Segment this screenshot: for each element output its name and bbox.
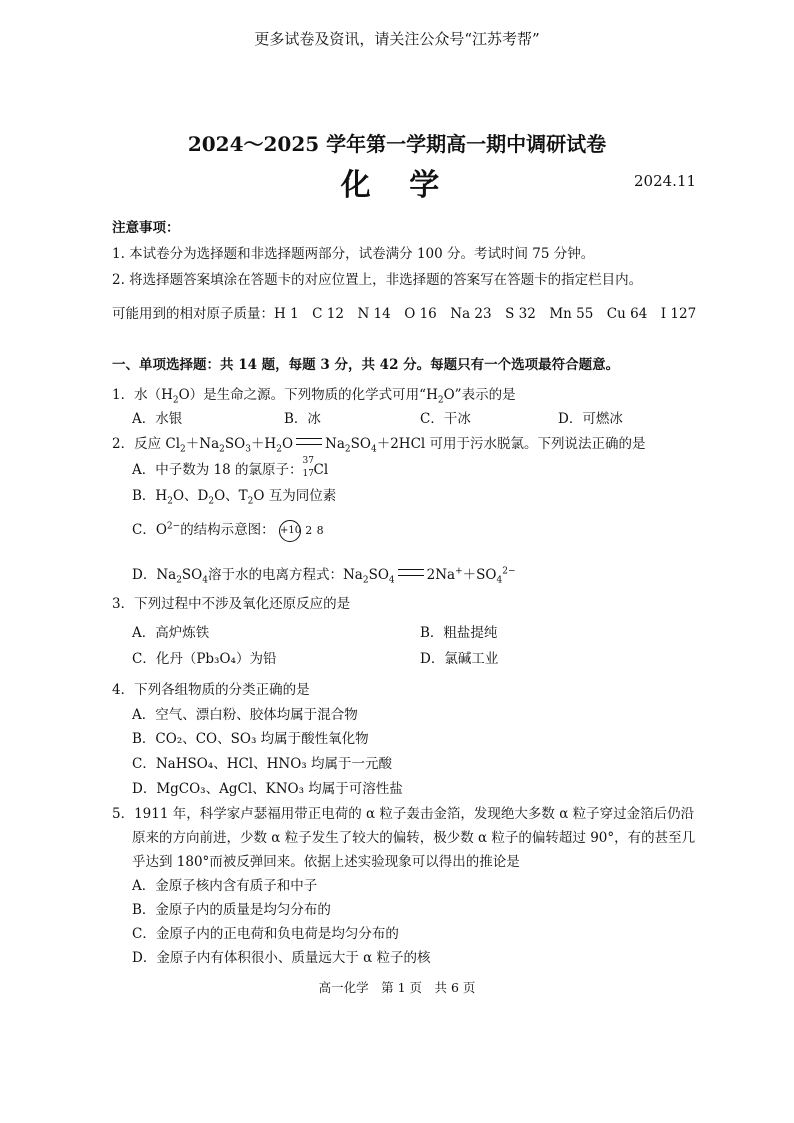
q5-option-c: C．金原子内的正电荷和负电荷是均匀分布的 [132, 926, 399, 942]
question-5-line: 乎达到 180°而被反弹回来。依据上述实验现象可以得出的推论是 [132, 854, 520, 870]
subject-title: 化 学 [340, 168, 454, 203]
isotope-notation: 37 17 [302, 456, 314, 479]
electron-shell-2: 8 [316, 524, 324, 537]
question-5-line: 5．1911 年，科学家卢瑟福用带正电荷的 α 粒子轰击金箔，发现绝大多数 α 粒子穿过金箔后仍沿 [112, 806, 695, 822]
exam-title: 2024～2025 学年第一学期高一期中调研试卷 [187, 132, 607, 156]
note-item: 1. 本试卷分为选择题和非选择题两部分，试卷满分 100 分。考试时间 75 分钟。 [112, 246, 595, 262]
q2-option-c: C．$O^{2-}$的结构示意图： +10 2 8 [132, 518, 324, 542]
equals-sign-icon [296, 438, 322, 445]
q1-option-b: B．冰 [284, 411, 321, 427]
question-5-line: 原来的方向前进，少数 α 粒子发生了较大的偏转，极少数 α 粒子的偏转超过 90°，有的甚至几 [132, 830, 696, 846]
question-4-stem: 4．下列各组物质的分类正确的是 [112, 682, 310, 698]
q3-option-a: A．高炉炼铁 [132, 625, 210, 641]
note-item: 2. 将选择题答案填涂在答题卡的对应位置上，非选择题的答案写在答题卡的指定栏目内。 [112, 272, 643, 288]
page-footer: 高一化学 第 1 页 共 6 页 [318, 980, 476, 995]
q2-option-d: D．$Na_2SO_4$溶于水的电离方程式：$Na_2SO_4$ $2Na^++SO_4^{2-}$ [132, 566, 516, 586]
q1-option-a: A．水银 [132, 411, 183, 427]
q1-option-c: C．干冰 [420, 411, 471, 427]
notes-heading: 注意事项： [112, 220, 180, 236]
q5-option-d: D．金原子内有体积很小、质量远大于 α 粒子的核 [132, 950, 431, 966]
q3-option-b: B．粗盐提纯 [420, 625, 498, 641]
q4-option-b: B．CO₂、CO、SO₃ 均属于酸性氧化物 [132, 731, 369, 747]
exam-date: 2024.11 [634, 172, 697, 190]
header-note: 更多试卷及资讯，请关注公众号“江苏考帮” [254, 30, 540, 48]
equals-sign-icon [398, 569, 424, 576]
question-2-stem: 2．反应 $Cl_2+Na_2SO_3+H_2O$ $Na_2SO_4+2HCl$ 可用于污水脱氯。下列说法正确的是 [112, 436, 646, 455]
ion-structure-diagram: +10 [279, 520, 301, 542]
q3-option-d: D．氯碱工业 [420, 651, 499, 667]
section-heading: 一、单项选择题：共 14 题，每题 3 分，共 42 分。每题只有一个选项最符合题意。 [112, 357, 620, 373]
q4-option-a: A．空气、漂白粉、胶体均属于混合物 [132, 707, 358, 723]
q5-option-a: A．金原子核内含有质子和中子 [132, 878, 318, 894]
electron-shell-1: 2 [305, 524, 313, 537]
q5-option-b: B．金原子内的质量是均匀分布的 [132, 902, 331, 918]
q1-option-d: D．可燃冰 [558, 411, 623, 427]
q3-option-c: C．化丹（Pb₃O₄）为铅 [132, 651, 277, 667]
q4-option-c: C．NaHSO₄、HCl、HNO₃ 均属于一元酸 [132, 756, 392, 772]
atomic-masses: 可能用到的相对原子质量：H 1 C 12 N 14 O 16 Na 23 S 32 Mn 55 Cu 64 I 127 [112, 306, 697, 322]
q2-option-a: A．中子数为 18 的氯原子： 37 17 Cl [132, 456, 329, 479]
question-3-stem: 3．下列过程中不涉及氧化还原反应的是 [112, 596, 351, 612]
question-1-stem: 1．水$(H_2O)$是生命之源。下列物质的化学式可用“$H_2O$”表示的是 [112, 387, 516, 406]
q2-option-b: B．$H_2O$、$D_2O$、$T_2O$ 互为同位素 [132, 488, 337, 507]
q4-option-d: D．MgCO₃、AgCl、KNO₃ 均属于可溶性盐 [132, 781, 403, 797]
